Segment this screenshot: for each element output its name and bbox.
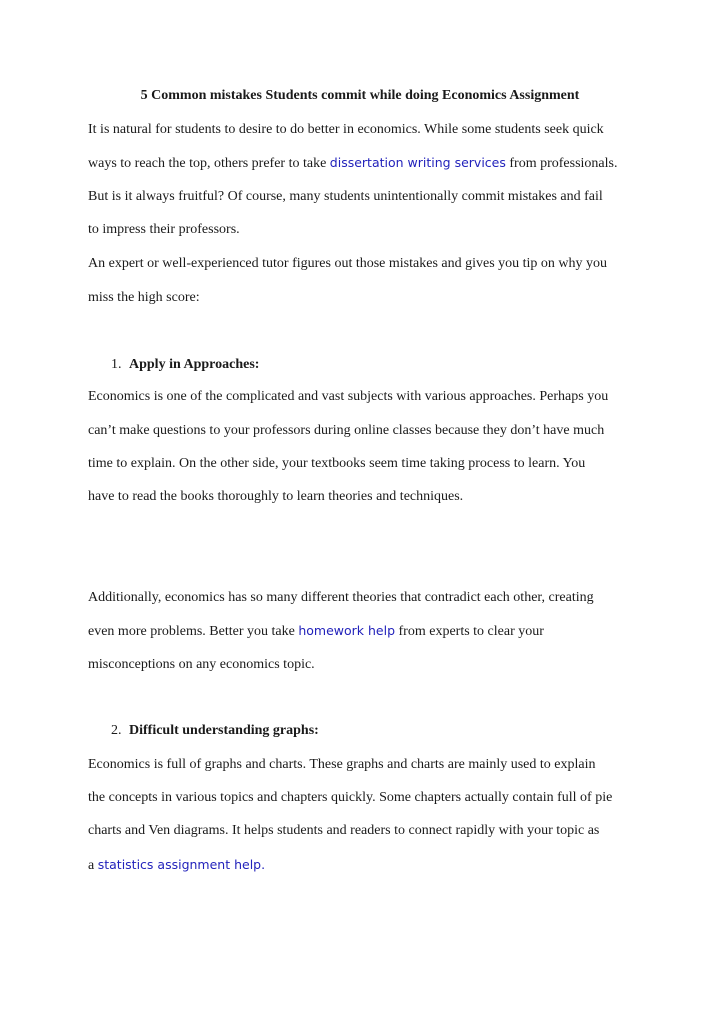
section-2-title: Difficult understanding graphs: bbox=[129, 723, 319, 738]
section-1-p1-line-1: Economics is one of the complicated and vast subjects with various approaches. Perhaps you bbox=[88, 389, 609, 404]
section-1-p1-line-3: time to explain. On the other side, your textbooks seem time taking process to learn. You bbox=[88, 456, 586, 471]
intro-line-2 bbox=[88, 154, 617, 173]
section-2-p1-line-4-text-after: . bbox=[261, 857, 266, 872]
intro-line-6: miss the high score: bbox=[88, 290, 200, 305]
section-1-p2-line-2-text-before: even more problems. Better you take bbox=[88, 624, 299, 639]
section-2-p1-line-2: the concepts in various topics and chapters quickly. Some chapters actually contain full of pie bbox=[88, 790, 613, 805]
section-1-number: 1. bbox=[111, 357, 122, 372]
intro-line-1: It is natural for students to desire to do better in economics. While some students seek quick bbox=[88, 122, 604, 137]
intro-line-2-text-before: ways to reach the top, others prefer to take bbox=[88, 156, 330, 171]
homework-help-link[interactable]: homework help bbox=[298, 623, 396, 638]
section-1-p2-line-2-text-after: from experts to clear your bbox=[395, 624, 544, 639]
section-2-p1-line-4-text-before: a bbox=[88, 858, 98, 873]
section-2-heading bbox=[111, 722, 319, 740]
intro-line-3: But is it always fruitful? Of course, many students unintentionally commit mistakes and fail bbox=[88, 189, 603, 204]
intro-line-4: to impress their professors. bbox=[88, 222, 240, 237]
section-2-p1-line-4 bbox=[88, 856, 265, 875]
section-1-title: Apply in Approaches: bbox=[129, 357, 260, 372]
section-2-p1-line-1: Economics is full of graphs and charts. These graphs and charts are mainly used to explain bbox=[88, 757, 596, 772]
document-title: 5 Common mistakes Students commit while doing Economics Assignment bbox=[140, 88, 580, 103]
section-1-p1-line-2: can’t make questions to your professors during online classes because they don’t have much bbox=[88, 423, 605, 438]
section-1-p2-line-2 bbox=[88, 622, 544, 641]
section-1-p2-line-3: misconceptions on any economics topic. bbox=[88, 657, 315, 672]
section-2-number: 2. bbox=[111, 723, 122, 738]
section-1-p2-line-1: Additionally, economics has so many different theories that contradict each other, creating bbox=[88, 590, 594, 605]
statistics-assignment-help-link[interactable]: statistics assignment help bbox=[97, 857, 262, 872]
dissertation-writing-services-link[interactable]: dissertation writing services bbox=[329, 155, 506, 170]
section-1-heading bbox=[111, 356, 259, 374]
intro-line-5: An expert or well-experienced tutor figures out those mistakes and gives you tip on why you bbox=[88, 256, 608, 271]
section-2-p1-line-3: charts and Ven diagrams. It helps students and readers to connect rapidly with your topic as bbox=[88, 823, 600, 838]
intro-line-2-text-after: from professionals. bbox=[505, 156, 618, 171]
section-1-p1-line-4: have to read the books thoroughly to learn theories and techniques. bbox=[88, 489, 464, 504]
